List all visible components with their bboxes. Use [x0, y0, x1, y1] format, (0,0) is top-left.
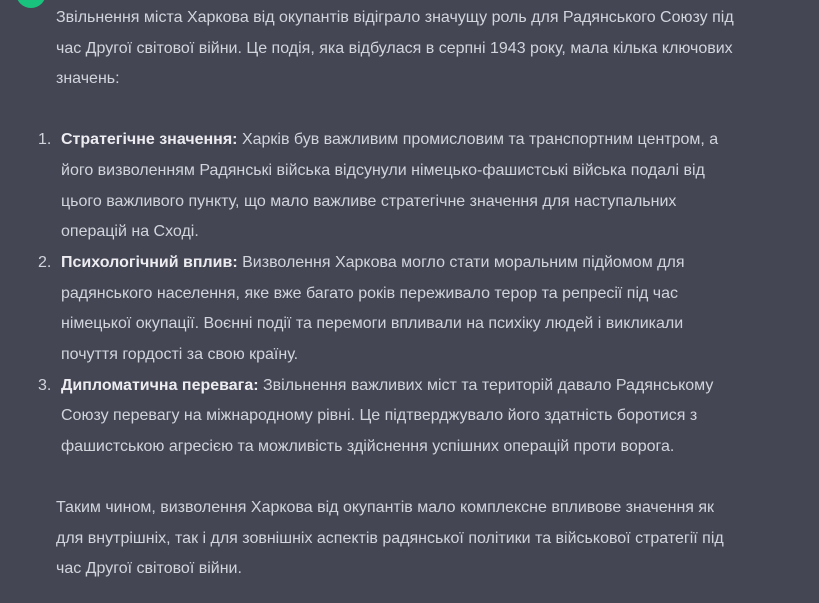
list-item-number: 2.: [38, 253, 52, 271]
message-conclusion: Таким чином, визволення Харкова від окупантів мало комплексне впливове значення як для внутрішніх, так і для зовнішніх аспектів радянської політики та військової стратегії під час Другої світової війни.: [56, 498, 724, 578]
list-item-title: Стратегічне значення:: [61, 131, 238, 149]
list-item: [38, 125, 736, 248]
list-item-text: Визволення Харкова могло стати моральним підйомом для радянського населення, яке вже багато років переживало терор та репресії під час німецької окупації. Воєнні події та перемоги впливали на психіку людей і викликали почуття гордості за свою країну.: [61, 253, 685, 364]
message-intro: Звільнення міста Харкова від окупантів відіграло значущу роль для Радянського Союзу під час Другої світової війни. Це подія, яка відбулася в серпні 1943 року, мала кілька ключових значень:: [56, 9, 734, 88]
list-item-number: 3.: [38, 376, 52, 394]
assistant-avatar: [16, 0, 46, 8]
list-item-title: Психологічний вплив:: [61, 253, 238, 271]
assistant-message: [38, 3, 736, 585]
list-item-number: 1.: [38, 131, 52, 149]
list-item-title: Дипломатична перевага:: [61, 376, 259, 394]
list-item: [38, 248, 736, 371]
list-item-text: Звільнення важливих міст та територій давало Радянському Союзу перевагу на міжнародному рівні. Це підтверджувало його здатність боротися з фашистською агресією та можливість здійснення успішних операцій проти ворога.: [61, 376, 714, 456]
list-item: [38, 371, 736, 463]
key-points-list: [38, 125, 736, 463]
list-item-text: Харків був важливим промисловим та транспортним центром, а його визволенням Радянські війська відсунули німецько-фашистські війська подалі від цього важливого пункту, що мало важливе стратегічне значення для наступальних операцій на Сході.: [61, 131, 719, 241]
